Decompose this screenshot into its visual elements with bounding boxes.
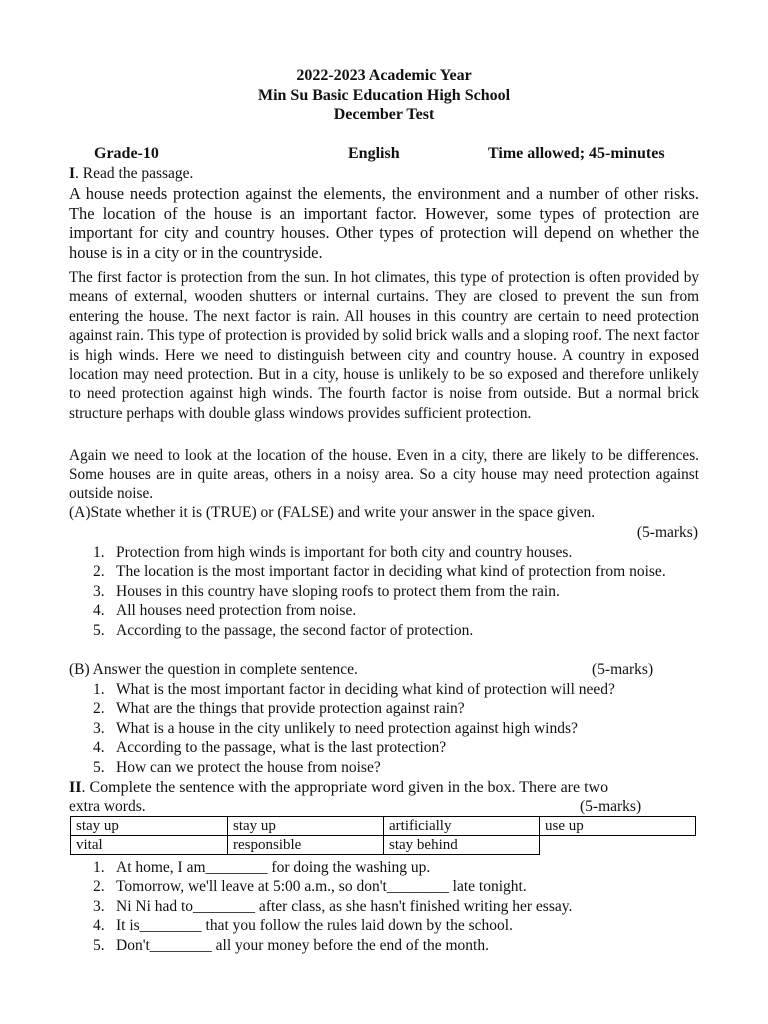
section-1-instruction	[69, 164, 698, 183]
list-item	[93, 621, 698, 640]
item-text: Protection from high winds is important for both city and country houses.	[116, 544, 573, 561]
part-a-instruction: (A)State whether it is (TRUE) or (FALSE) and write your answer in the space given.	[69, 504, 596, 521]
list-item	[93, 916, 698, 935]
item-text: Ni Ni had to________ after class, as she hasn't finished writing her essay.	[116, 897, 573, 915]
section-2-list	[93, 858, 698, 955]
list-item	[93, 936, 698, 955]
part-a-list	[93, 543, 698, 640]
word-cell: stay up	[228, 817, 384, 836]
item-number: 3.	[93, 897, 105, 915]
part-b-instruction: (B) Answer the question in complete sentence.	[69, 661, 358, 678]
word-box	[70, 816, 696, 855]
section-2-instruction-line-2: extra words.	[69, 798, 146, 815]
list-item	[93, 897, 698, 916]
section-1-instruction-text: . Read the passage.	[75, 165, 194, 182]
item-number: 4.	[93, 739, 105, 757]
item-text: Tomorrow, we'll leave at 5:00 a.m., so don't________ late tonight.	[116, 878, 527, 896]
section-2-marks: (5-marks)	[580, 798, 642, 815]
list-item	[93, 858, 698, 877]
item-text: The location is the most important factor in deciding what kind of protection from noise.	[116, 563, 666, 581]
section-1-number: I	[69, 165, 76, 182]
item-text: What are the things that provide protection against rain?	[116, 700, 465, 718]
part-b-list	[93, 680, 698, 777]
word-cell: use up	[540, 817, 696, 836]
word-cell: artificially	[384, 817, 540, 836]
item-text: According to the passage, the second factor of protection.	[116, 621, 474, 639]
list-item	[93, 758, 698, 777]
item-number: 1.	[93, 544, 105, 561]
item-text: All houses need protection from noise.	[116, 602, 357, 620]
item-number: 4.	[93, 917, 105, 935]
test-name-heading: December Test	[333, 106, 435, 123]
list-item	[93, 562, 698, 581]
list-item	[93, 877, 698, 896]
item-text: How can we protect the house from noise?	[116, 758, 381, 776]
item-text: What is a house in the city unlikely to need protection against high winds?	[116, 719, 578, 737]
item-number: 1.	[93, 859, 105, 876]
part-a-marks: (5-marks)	[636, 524, 698, 541]
empty-cell	[540, 836, 696, 855]
section-2-number: II	[69, 779, 82, 796]
word-box-row	[71, 817, 696, 836]
school-name-heading: Min Su Basic Education High School	[257, 87, 511, 104]
grade-label: Grade-10	[94, 145, 159, 162]
item-number: 2.	[93, 700, 105, 718]
list-item	[93, 719, 698, 738]
section-2-instruction-text: . Complete the sentence with the appropriate word given in the box. There are two	[81, 779, 609, 796]
item-text: According to the passage, what is the last protection?	[116, 739, 447, 757]
list-item	[93, 601, 698, 620]
passage-paragraph-3: Again we need to look at the location of the house. Even in a city, there are likely to be differences. Some houses are in quite areas, others in a noisy area. So a city house may need protection against outside noise.	[69, 447, 699, 503]
academic-year-heading: 2022-2023 Academic Year	[296, 67, 472, 84]
word-cell: responsible	[228, 836, 384, 855]
item-number: 2.	[93, 563, 105, 581]
item-text: What is the most important factor in deciding what kind of protection will need?	[116, 681, 615, 698]
part-b-marks: (5-marks)	[592, 661, 654, 678]
item-number: 4.	[93, 602, 105, 620]
item-number: 2.	[93, 878, 105, 896]
word-cell: stay behind	[384, 836, 540, 855]
time-allowed-label: Time allowed; 45-minutes	[488, 145, 665, 162]
section-2-instruction	[69, 778, 698, 797]
item-text: At home, I am________ for doing the washing up.	[116, 859, 431, 876]
item-number: 3.	[93, 582, 105, 600]
word-cell: vital	[71, 836, 228, 855]
item-number: 1.	[93, 681, 105, 698]
word-cell: stay up	[71, 817, 228, 836]
item-number: 5.	[93, 758, 105, 776]
word-box-row	[71, 836, 696, 855]
passage-paragraph-1: A house needs protection against the elements, the environment and a number of other risks. The location of the house is an important factor. However, some types of protection are important for city and country houses. Other types of protection will depend on whether the house is in a city or in the countryside.	[69, 184, 699, 262]
list-item	[93, 582, 698, 601]
passage-paragraph-2: The first factor is protection from the sun. In hot climates, this type of protection is often provided by means of external, wooden shutters or internal curtains. They are closed to prevent the sun from entering the house. The next factor is rain. All houses in this country are certain to need protection against rain. This type of protection is provided by solid brick walls and a sloping roof. The next factor is high winds. Here we need to distinguish between city and country house. A country in exposed location may need protection. But in a city, house is unlikely to be so exposed and therefore unlikely to need protection against high winds. The fourth factor is noise from outside. But a normal brick structure perhaps with double glass windows provides sufficient protection.	[69, 269, 699, 422]
subject-label: English	[348, 145, 400, 162]
item-text: Don't________ all your money before the end of the month.	[116, 936, 489, 954]
item-text: Houses in this country have sloping roofs to protect them from the rain.	[116, 582, 560, 600]
list-item	[93, 543, 698, 562]
item-text: It is________ that you follow the rules laid down by the school.	[116, 917, 513, 935]
list-item	[93, 680, 698, 699]
item-number: 3.	[93, 719, 105, 737]
item-number: 5.	[93, 621, 105, 639]
list-item	[93, 738, 698, 757]
list-item	[93, 699, 698, 718]
item-number: 5.	[93, 936, 105, 954]
